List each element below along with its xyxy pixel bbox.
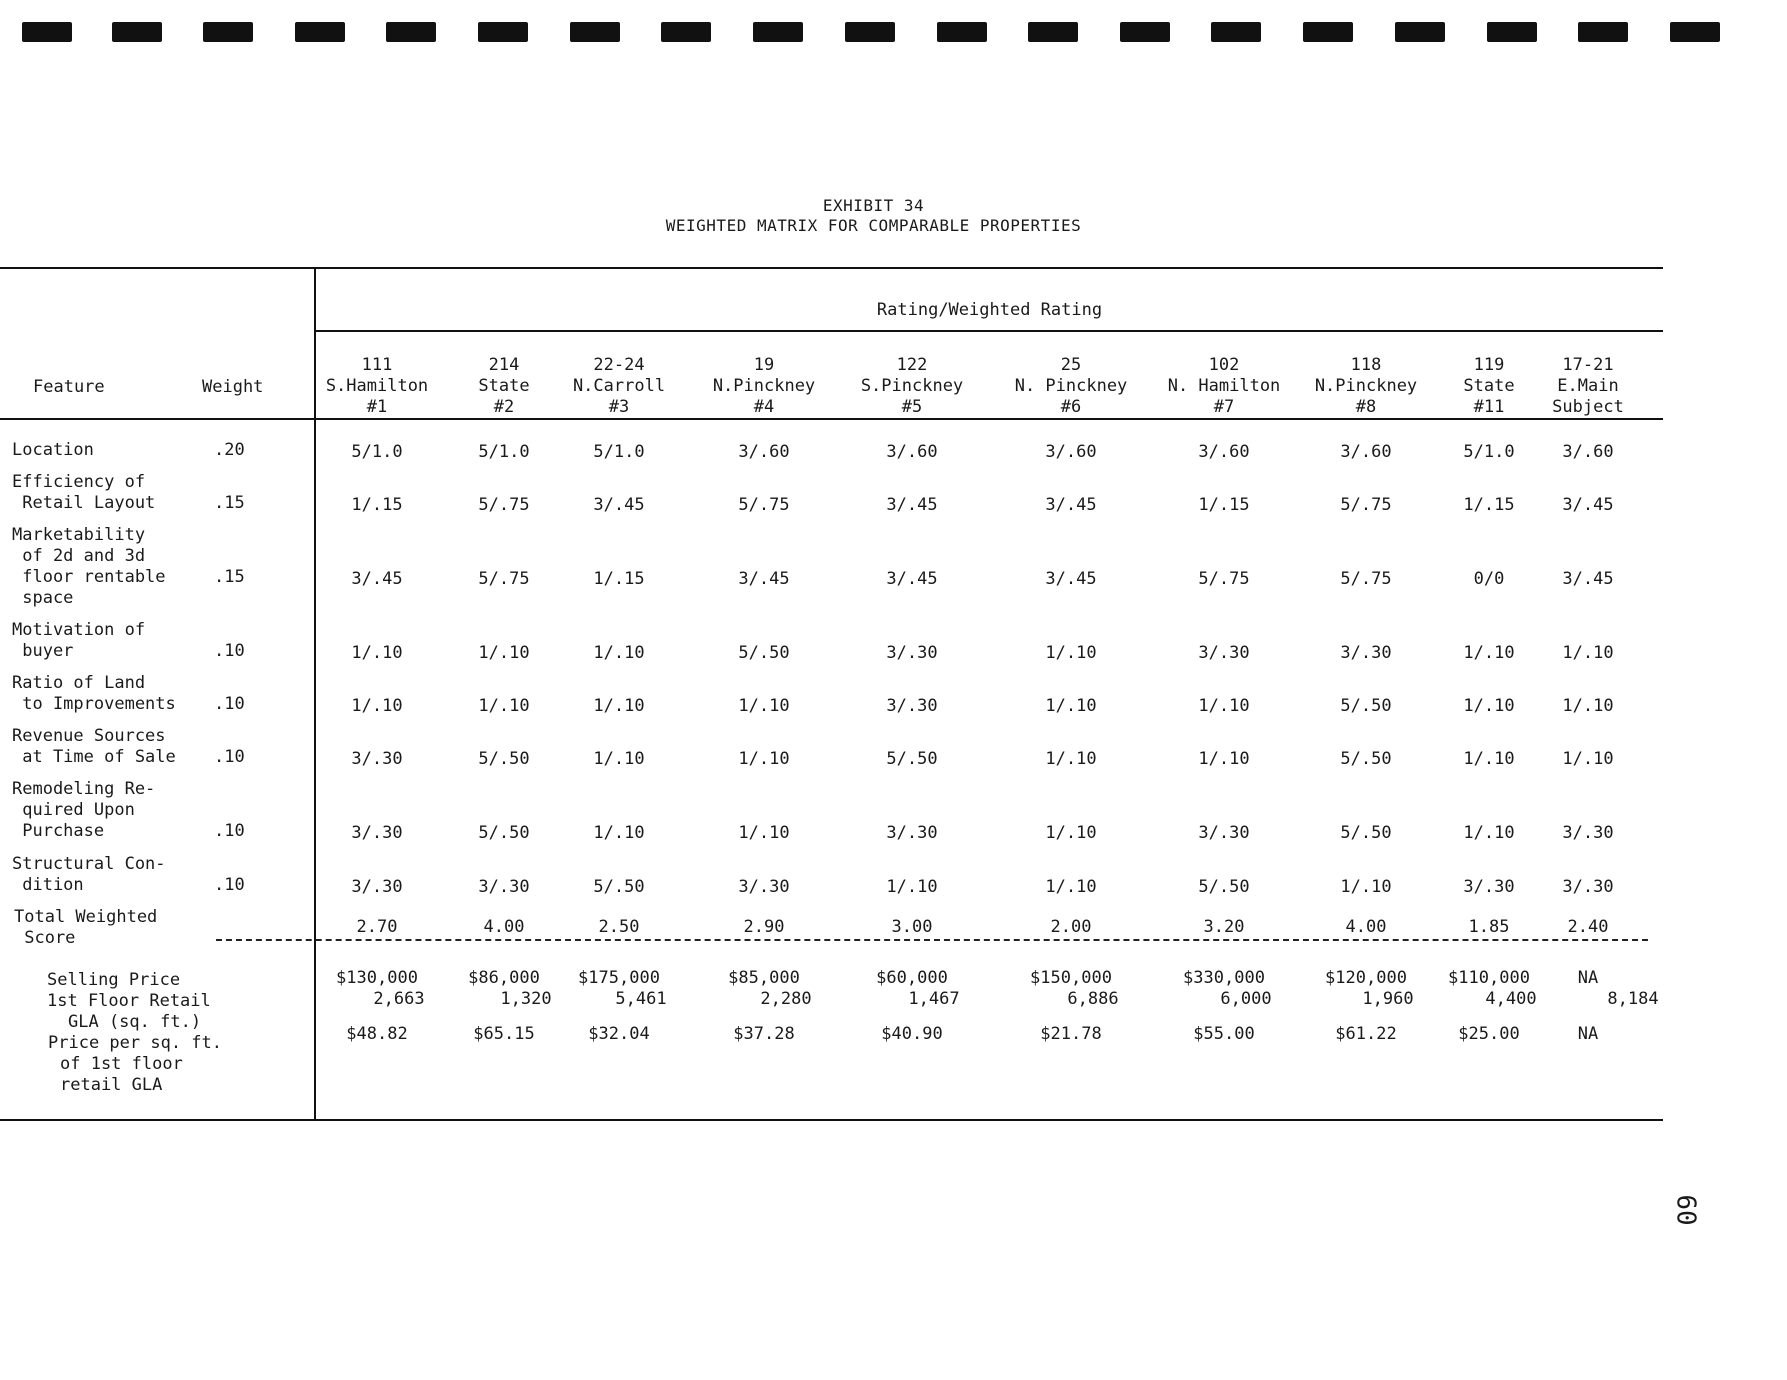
feature-header: Feature: [33, 377, 105, 397]
column-header-line: 118: [1350, 355, 1382, 375]
rating-cell: 3/.30: [886, 823, 938, 843]
rating-cell: 1/.10: [1045, 823, 1097, 843]
rating-cell: 1/.10: [1340, 877, 1392, 897]
rating-cell: 3/.45: [1045, 569, 1097, 589]
price-per-sqft: $32.04: [588, 1024, 650, 1044]
rating-cell: 1/.10: [1463, 643, 1515, 663]
rating-cell: 1/.10: [593, 749, 645, 769]
gla-value: 2,663: [373, 989, 425, 1009]
rating-cell: 1/.10: [1463, 696, 1515, 716]
rating-cell: 1/.10: [1198, 749, 1250, 769]
selling-price: $110,000: [1448, 968, 1530, 988]
rating-cell: 3/.30: [478, 877, 530, 897]
selling-price: $120,000: [1325, 968, 1407, 988]
column-header-line: State: [1463, 376, 1515, 396]
rating-cell: 1/.10: [478, 643, 530, 663]
column-header-line: #7: [1213, 397, 1235, 417]
rating-cell: 3/.30: [1198, 643, 1250, 663]
column-header-line: State: [478, 376, 530, 396]
punch-hole: [1211, 22, 1261, 42]
total-score: 4.00: [483, 917, 525, 937]
rating-cell: 1/.10: [1463, 749, 1515, 769]
selling-price: $86,000: [468, 968, 540, 988]
total-score: 2.70: [356, 917, 398, 937]
rating-cell: 1/.10: [1045, 643, 1097, 663]
weight-value: .10: [214, 875, 245, 895]
total-dashed-line: [216, 939, 1648, 941]
rating-cell: 1/.10: [351, 696, 403, 716]
gla-value: 8,184: [1607, 989, 1659, 1009]
rating-cell: 5/1.0: [593, 442, 645, 462]
gla-value: 6,886: [1067, 989, 1119, 1009]
rating-cell: 3/.60: [738, 442, 790, 462]
rating-cell: 1/.15: [1463, 495, 1515, 515]
column-header-line: 22-24: [593, 355, 645, 375]
rating-cell: 1/.15: [593, 569, 645, 589]
rating-cell: 3/.45: [886, 569, 938, 589]
punch-hole: [203, 22, 253, 42]
rating-cell: 3/.30: [1463, 877, 1515, 897]
weight-value: .15: [214, 493, 245, 513]
rating-cell: 1/.10: [886, 877, 938, 897]
rating-cell: 5/.50: [478, 823, 530, 843]
column-header-line: #2: [493, 397, 515, 417]
punch-hole: [1578, 22, 1628, 42]
column-header-line: 19: [753, 355, 775, 375]
column-header-line: N.Pinckney: [712, 376, 816, 396]
feature-label: Ratio of Land: [12, 673, 146, 693]
feature-label: Purchase: [12, 821, 105, 841]
rating-cell: 1/.15: [351, 495, 403, 515]
rating-cell: 3/.45: [1562, 495, 1614, 515]
column-header-line: #8: [1355, 397, 1377, 417]
gla-value: 6,000: [1220, 989, 1272, 1009]
rating-cell: 1/.10: [1562, 696, 1614, 716]
rating-cell: 1/.15: [1198, 495, 1250, 515]
rating-cell: 1/.10: [738, 749, 790, 769]
group-header: Rating/Weighted Rating: [876, 300, 1103, 320]
selling-price: $175,000: [578, 968, 660, 988]
rating-cell: 5/.75: [478, 569, 530, 589]
punch-hole: [1487, 22, 1537, 42]
total-score: 3.00: [891, 917, 933, 937]
feature-label: of 2d and 3d: [12, 546, 146, 566]
weight-value: .10: [214, 641, 245, 661]
rating-cell: 1/.10: [478, 696, 530, 716]
rating-cell: 3/.60: [1562, 442, 1614, 462]
total-label: Score: [14, 928, 76, 948]
rating-cell: 3/.45: [351, 569, 403, 589]
rating-cell: 5/.50: [593, 877, 645, 897]
total-score: 2.50: [598, 917, 640, 937]
price-per-sqft: $48.82: [346, 1024, 408, 1044]
table-top-rule: [0, 267, 1663, 269]
weight-value: .15: [214, 567, 245, 587]
punch-hole: [753, 22, 803, 42]
rating-cell: 5/.50: [1198, 877, 1250, 897]
gla-value: 1,320: [500, 989, 552, 1009]
punch-hole: [1670, 22, 1720, 42]
header-bottom-rule: [0, 418, 1663, 420]
feature-label: Motivation of: [12, 620, 146, 640]
column-header-line: 25: [1060, 355, 1082, 375]
rating-cell: 3/.30: [1562, 823, 1614, 843]
rating-cell: 5/1.0: [1463, 442, 1515, 462]
total-score: 1.85: [1468, 917, 1510, 937]
rating-cell: 1/.10: [593, 696, 645, 716]
selling-price: NA: [1577, 968, 1599, 988]
rating-cell: 3/.45: [738, 569, 790, 589]
gla-value: 1,960: [1362, 989, 1414, 1009]
feature-label: dition: [12, 875, 84, 895]
column-header-line: N. Hamilton: [1167, 376, 1281, 396]
column-header-line: #4: [753, 397, 775, 417]
rating-cell: 1/.10: [1045, 877, 1097, 897]
rating-cell: 3/.30: [351, 749, 403, 769]
summary-label: GLA (sq. ft.): [68, 1012, 202, 1032]
punch-hole: [478, 22, 528, 42]
summary-label: of 1st floor: [60, 1054, 183, 1074]
total-score: 3.20: [1203, 917, 1245, 937]
punch-hole: [1395, 22, 1445, 42]
feature-label: buyer: [12, 641, 74, 661]
punch-hole: [570, 22, 620, 42]
punch-hole: [661, 22, 711, 42]
feature-label: Retail Layout: [12, 493, 156, 513]
rating-cell: 3/.30: [738, 877, 790, 897]
rating-cell: 5/1.0: [478, 442, 530, 462]
selling-price: $330,000: [1183, 968, 1265, 988]
rating-cell: 5/.75: [1198, 569, 1250, 589]
rating-cell: 3/.60: [1198, 442, 1250, 462]
punch-hole: [22, 22, 72, 42]
column-header-line: N. Pinckney: [1014, 376, 1128, 396]
rating-cell: 5/.50: [1340, 823, 1392, 843]
rating-cell: 5/1.0: [351, 442, 403, 462]
rating-cell: 3/.30: [1340, 643, 1392, 663]
punch-hole: [295, 22, 345, 42]
punch-hole: [937, 22, 987, 42]
rating-cell: 1/.10: [351, 643, 403, 663]
total-label: Total Weighted: [14, 907, 158, 927]
rating-cell: 3/.60: [886, 442, 938, 462]
column-header-line: 102: [1208, 355, 1240, 375]
total-score: 2.40: [1567, 917, 1609, 937]
column-header-line: Subject: [1552, 397, 1624, 417]
rating-cell: 3/.30: [1562, 877, 1614, 897]
rating-cell: 3/.45: [1562, 569, 1614, 589]
feature-label: Structural Con-: [12, 854, 166, 874]
total-score: 2.90: [743, 917, 785, 937]
price-per-sqft: $55.00: [1193, 1024, 1255, 1044]
rating-cell: 5/.50: [886, 749, 938, 769]
selling-price: $60,000: [876, 968, 948, 988]
rating-cell: 5/.50: [738, 643, 790, 663]
rating-cell: 5/.50: [478, 749, 530, 769]
feature-label: to Improvements: [12, 694, 176, 714]
weight-header: Weight: [202, 377, 264, 397]
column-header-line: S.Pinckney: [860, 376, 964, 396]
page-number: 60: [1670, 1194, 1701, 1226]
punch-hole: [386, 22, 436, 42]
total-score: 2.00: [1050, 917, 1092, 937]
feature-label: space: [12, 588, 74, 608]
rating-cell: 3/.30: [351, 877, 403, 897]
rating-cell: 5/.75: [1340, 495, 1392, 515]
rating-cell: 1/.10: [738, 696, 790, 716]
column-header-line: 17-21: [1562, 355, 1614, 375]
rating-cell: 5/.50: [1340, 696, 1392, 716]
rating-cell: 1/.10: [1198, 696, 1250, 716]
column-header-line: 111: [361, 355, 393, 375]
summary-label: retail GLA: [60, 1075, 163, 1095]
rating-cell: 1/.10: [1463, 823, 1515, 843]
feature-label: at Time of Sale: [12, 747, 176, 767]
rating-cell: 5/.75: [738, 495, 790, 515]
selling-price: $85,000: [728, 968, 800, 988]
rating-cell: 5/.75: [478, 495, 530, 515]
rating-cell: 1/.10: [1045, 696, 1097, 716]
rating-cell: 1/.10: [593, 823, 645, 843]
rating-cell: 1/.10: [593, 643, 645, 663]
punch-hole: [1120, 22, 1170, 42]
price-per-sqft: $25.00: [1458, 1024, 1520, 1044]
feature-label: Remodeling Re-: [12, 779, 156, 799]
column-header-line: E.Main: [1557, 376, 1619, 396]
feature-label: Revenue Sources: [12, 726, 166, 746]
feature-label: floor rentable: [12, 567, 166, 587]
column-header-line: 214: [488, 355, 520, 375]
rating-cell: 1/.10: [738, 823, 790, 843]
punch-hole: [112, 22, 162, 42]
weight-value: .20: [214, 440, 245, 460]
column-header-line: #3: [608, 397, 630, 417]
rating-cell: 3/.60: [1045, 442, 1097, 462]
feature-label: Efficiency of: [12, 472, 146, 492]
price-per-sqft: NA: [1577, 1024, 1599, 1044]
column-header-line: 122: [896, 355, 928, 375]
total-score: 4.00: [1345, 917, 1387, 937]
gla-value: 1,467: [908, 989, 960, 1009]
rating-cell: 3/.30: [886, 643, 938, 663]
rating-cell: 3/.45: [1045, 495, 1097, 515]
column-header-line: #1: [366, 397, 388, 417]
weight-value: .10: [214, 694, 245, 714]
gla-value: 5,461: [615, 989, 667, 1009]
selling-price: $150,000: [1030, 968, 1112, 988]
rating-cell: 1/.10: [1562, 749, 1614, 769]
price-per-sqft: $21.78: [1040, 1024, 1102, 1044]
gla-value: 4,400: [1485, 989, 1537, 1009]
weight-value: .10: [214, 821, 245, 841]
column-header-line: S.Hamilton: [325, 376, 429, 396]
price-per-sqft: $65.15: [473, 1024, 535, 1044]
rating-cell: 5/.75: [1340, 569, 1392, 589]
rating-cell: 5/.50: [1340, 749, 1392, 769]
rating-cell: 0/0: [1473, 569, 1505, 589]
gla-value: 2,280: [760, 989, 812, 1009]
exhibit-title: WEIGHTED MATRIX FOR COMPARABLE PROPERTIES: [665, 216, 1082, 235]
price-per-sqft: $61.22: [1335, 1024, 1397, 1044]
rating-cell: 3/.45: [886, 495, 938, 515]
price-per-sqft: $37.28: [733, 1024, 795, 1044]
punch-hole: [1028, 22, 1078, 42]
summary-label: 1st Floor Retail: [47, 991, 211, 1011]
punch-hole: [845, 22, 895, 42]
punch-hole: [1303, 22, 1353, 42]
table-bottom-rule: [0, 1119, 1663, 1121]
column-header-line: #11: [1473, 397, 1505, 417]
rating-cell: 3/.30: [886, 696, 938, 716]
column-header-line: N.Pinckney: [1314, 376, 1418, 396]
feature-label: Marketability: [12, 525, 146, 545]
group-header-rule: [314, 330, 1663, 332]
weight-value: .10: [214, 747, 245, 767]
rating-cell: 1/.10: [1562, 643, 1614, 663]
summary-label: Price per sq. ft.: [48, 1033, 222, 1053]
column-header-line: #5: [901, 397, 923, 417]
rating-cell: 3/.60: [1340, 442, 1392, 462]
rating-cell: 3/.30: [1198, 823, 1250, 843]
rating-cell: 3/.45: [593, 495, 645, 515]
feature-label: quired Upon: [12, 800, 135, 820]
price-per-sqft: $40.90: [881, 1024, 943, 1044]
column-header-line: 119: [1473, 355, 1505, 375]
exhibit-number: EXHIBIT 34: [822, 196, 925, 215]
column-header-line: N.Carroll: [572, 376, 666, 396]
rating-cell: 3/.30: [351, 823, 403, 843]
summary-label: Selling Price: [47, 970, 181, 990]
feature-label: Location: [12, 440, 94, 460]
binder-punch-holes: [0, 0, 1787, 60]
column-header-line: #6: [1060, 397, 1082, 417]
selling-price: $130,000: [336, 968, 418, 988]
rating-cell: 1/.10: [1045, 749, 1097, 769]
